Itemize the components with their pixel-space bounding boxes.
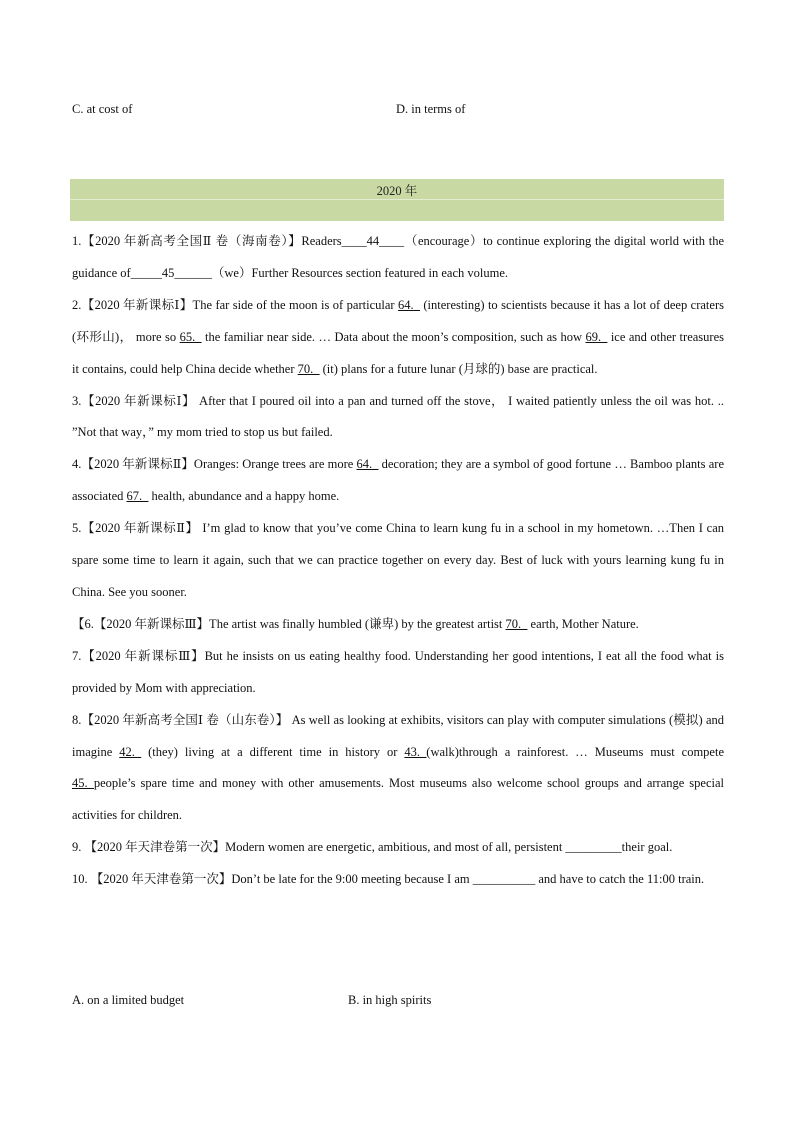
question-6: 【6.【2020 年新课标Ⅲ】The artist was finally humbled (谦卑) by the greatest artist 70._ earth, Mother Nature. (72, 616, 639, 631)
blank-69: 69._ (585, 329, 608, 344)
question-8: 8.【2020 年新高考全国Ⅰ 卷（山东卷）】 As well as looking at exhibits, visitors can play with computer simulations (模拟) and imagine 42._ (they) living at a different time in history or 43._(walk)through a rainforest. … Museums must compete 45._people’s spare time and money with other amusements. Most museums also welcome school groups and arrange special activities for children. (72, 712, 725, 823)
blank-43: 43._ (404, 744, 427, 759)
answer-options-previous (72, 102, 722, 120)
year-section-banner (70, 179, 724, 221)
banner-divider (70, 199, 724, 200)
option-c: C. at cost of (72, 102, 133, 116)
question-1: 1.【2020 年新高考全国Ⅱ 卷（海南卷）】Readers____44____（encourage）to continue exploring the digital world with the guidance of_____45______（we）Further Resources section featured in each volume. (72, 234, 724, 280)
option-b: B. in high spirits (348, 993, 432, 1007)
question-4: 4.【2020 年新课标Ⅱ】Oranges: Orange trees are more 64._ decoration; they are a symbol of good fortune … Bamboo plants are associated 67._ health, abundance and a happy home. (72, 457, 724, 504)
section-title: 2020 年 (376, 184, 418, 198)
option-d: D. in terms of (396, 102, 466, 116)
option-a: A. on a limited budget (72, 993, 185, 1007)
blank-42: 42._ (119, 744, 142, 759)
question-3: 3.【2020 年新课标Ⅰ】 After that I poured oil into a pan and turned off the stove， I waited patiently unless the oil was hot. .. ”Not that way，” my mom tried to stop us but failed. (72, 393, 724, 440)
blank-70: 70._ (297, 361, 320, 376)
blank-45: 45._ (72, 776, 94, 791)
blank-67: 67._ (126, 489, 149, 504)
question-5: 5.【2020 年新课标Ⅱ】 I’m glad to know that you’ve come China to learn kung fu in a school in my hometown. …Then I can spare some time to learn it again, such that we can practice together on every day. Best of luck with yours learning kung fu in China. See you sooner. (72, 521, 724, 599)
answer-options-q10 (72, 993, 722, 1011)
blank-64: 64._ (356, 457, 379, 472)
blank-64: 64._ (398, 297, 420, 312)
blank-65: 65._ (179, 329, 202, 344)
question-2: 2.【2020 年新课标Ⅰ】The far side of the moon is of particular 64._ (interesting) to scientists because it has a lot of deep craters (环形山)， more so 65._ the familiar near side. … Data about the moon’s composition, such as how 69._ ice and other treasures it contains, could help China decide whether 70._ (it) plans for a future lunar (月球的) base are practical. (72, 297, 724, 376)
question-list (72, 226, 724, 896)
blank-70: 70._ (505, 616, 528, 631)
question-7: 7.【2020 年新课标Ⅲ】But he insists on us eating healthy food. Understanding her good intentions, I eat all the food what is provided by Mom with appreciation. (72, 648, 724, 695)
question-10: 10. 【2020 年天津卷第一次】Don’t be late for the 9:00 meeting because I am __________ and have to catch the 11:00 train. (72, 872, 705, 887)
blank-45: _____45______ (130, 265, 212, 280)
question-9: 9. 【2020 年天津卷第一次】Modern women are energetic, ambitious, and most of all, persistent _________their goal. (72, 840, 673, 855)
blank-44: ____44____ (341, 234, 405, 248)
